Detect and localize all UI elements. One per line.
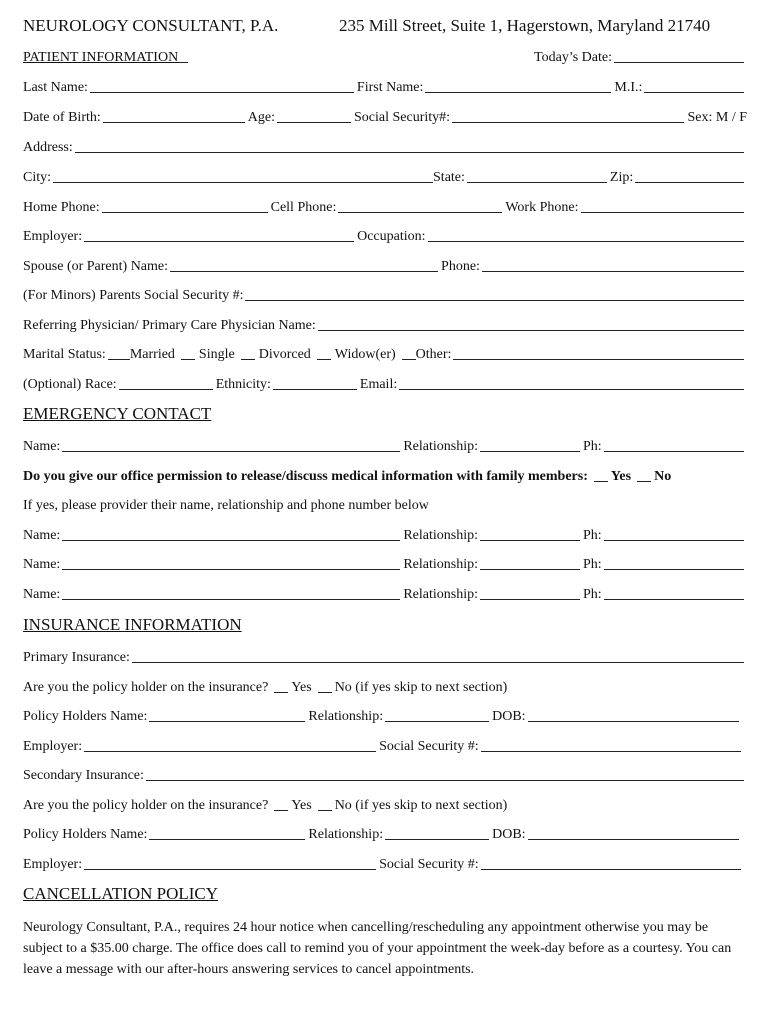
divorced-option: Divorced	[258, 347, 311, 362]
first-name-field[interactable]	[425, 77, 611, 93]
family-relationship-field[interactable]	[480, 525, 580, 541]
dob-row	[23, 106, 747, 126]
family-ph-label: Ph:	[583, 587, 602, 602]
permission-row	[23, 465, 747, 485]
employer-row	[23, 225, 747, 245]
work-phone-label: Work Phone:	[505, 200, 579, 215]
policy-holder-question: Are you the policy holder on the insurance?	[23, 798, 269, 813]
permission-no-blank[interactable]	[637, 466, 651, 482]
family-ph-label: Ph:	[583, 528, 602, 543]
secondary-insurance-row	[23, 764, 747, 784]
mi-label: M.I.:	[614, 80, 643, 95]
ec-name-field[interactable]	[62, 436, 400, 452]
secondary-employer-row	[23, 853, 747, 873]
family-relationship-label: Relationship:	[403, 557, 478, 572]
permission-yes-blank[interactable]	[594, 466, 608, 482]
zip-field[interactable]	[635, 167, 744, 183]
ethnicity-label: Ethnicity:	[215, 377, 271, 392]
other-field[interactable]	[453, 344, 744, 360]
name-row	[23, 76, 747, 96]
holder-relationship-label: Relationship:	[308, 827, 384, 842]
family-ph-field[interactable]	[604, 525, 744, 541]
family-relationship-label: Relationship:	[403, 528, 478, 543]
secondary-policy-question-row	[23, 794, 747, 814]
referring-label: Referring Physician/ Primary Care Physician Name:	[23, 318, 316, 333]
holder-name-field[interactable]	[149, 824, 305, 840]
policy-yes: Yes	[291, 798, 312, 813]
holder-dob-label: DOB:	[492, 709, 526, 724]
ec-name-label: Name:	[23, 439, 61, 454]
holder-relationship-field[interactable]	[385, 824, 489, 840]
family-contact-row	[23, 583, 747, 603]
heading-underline	[178, 47, 188, 63]
age-label: Age:	[247, 110, 275, 125]
ethnicity-field[interactable]	[273, 374, 357, 390]
first-name-label: First Name:	[356, 80, 424, 95]
policy-no: No (if yes skip to next section)	[334, 798, 508, 813]
referring-field[interactable]	[318, 315, 744, 331]
race-row	[23, 373, 747, 393]
holder-name-field[interactable]	[149, 706, 305, 722]
policy-no: No (if yes skip to next section)	[334, 680, 508, 695]
home-phone-field[interactable]	[102, 197, 268, 213]
ins-employer-field[interactable]	[84, 736, 376, 752]
city-field[interactable]	[53, 167, 433, 183]
address-row	[23, 136, 747, 156]
family-name-label: Name:	[23, 587, 61, 602]
primary-policy-question-row	[23, 676, 747, 696]
primary-employer-row	[23, 735, 747, 755]
city-row	[23, 166, 747, 186]
if-yes-instructions: If yes, please provider their name, relationship and phone number below	[23, 498, 429, 513]
family-contact-row	[23, 553, 747, 573]
cancellation-policy-text: Neurology Consultant, P.A., requires 24 hour notice when cancelling/rescheduling any appointment otherwise you may be subject to a $35.00 charge. The office does call to remind you of your appointment the week-day before as a courtesy. You can leave a message with our after-hours answering services to cancel appointments.	[23, 920, 732, 977]
policy-no-blank[interactable]	[318, 795, 332, 811]
policy-yes-blank[interactable]	[274, 677, 288, 693]
sex-label[interactable]: Sex: M / F	[687, 110, 747, 125]
other-blank[interactable]	[402, 344, 416, 360]
ec-ph-field[interactable]	[604, 436, 744, 452]
holder-dob-label: DOB:	[492, 827, 526, 842]
married-blank[interactable]	[108, 344, 130, 360]
holder-name-label: Policy Holders Name:	[23, 709, 148, 724]
holder-dob-field[interactable]	[528, 824, 739, 840]
practice-name: NEUROLOGY CONSULTANT, P.A.	[23, 16, 279, 35]
secondary-insurance-label: Secondary Insurance:	[23, 768, 144, 783]
ec-ph-label: Ph:	[583, 439, 602, 454]
family-relationship-field[interactable]	[480, 554, 580, 570]
state-label: State:	[433, 170, 465, 185]
primary-insurance-label: Primary Insurance:	[23, 650, 130, 665]
practice-address: 235 Mill Street, Suite 1, Hagerstown, Maryland 21740	[339, 16, 711, 35]
occupation-field[interactable]	[428, 226, 744, 242]
referring-row	[23, 314, 747, 334]
divorced-blank[interactable]	[241, 344, 255, 360]
state-field[interactable]	[467, 167, 607, 183]
ins-ssn-label: Social Security #:	[379, 857, 479, 872]
spouse-name-label: Spouse (or Parent) Name:	[23, 259, 169, 274]
secondary-holder-row	[23, 823, 747, 843]
last-name-field[interactable]	[90, 77, 354, 93]
address-label: Address:	[23, 140, 73, 155]
family-relationship-field[interactable]	[480, 584, 580, 600]
last-name-label: Last Name:	[23, 80, 88, 95]
email-label: Email:	[359, 377, 398, 392]
ins-employer-label: Employer:	[23, 857, 83, 872]
permission-no: No	[654, 469, 672, 484]
policy-yes: Yes	[291, 680, 312, 695]
holder-dob-field[interactable]	[528, 706, 739, 722]
dob-field[interactable]	[103, 107, 245, 123]
holder-name-label: Policy Holders Name:	[23, 827, 148, 842]
family-name-field[interactable]	[62, 554, 400, 570]
ec-relationship-label: Relationship:	[403, 439, 478, 454]
family-ph-field[interactable]	[604, 554, 744, 570]
policy-holder-question: Are you the policy holder on the insurance?	[23, 680, 269, 695]
family-ph-label: Ph:	[583, 557, 602, 572]
emergency-contact-row	[23, 435, 747, 455]
single-option: Single	[198, 347, 235, 362]
family-contact-row	[23, 524, 747, 544]
widow-blank[interactable]	[317, 344, 331, 360]
cell-phone-field[interactable]	[338, 197, 502, 213]
family-relationship-label: Relationship:	[403, 587, 478, 602]
ins-employer-label: Employer:	[23, 739, 83, 754]
family-name-field[interactable]	[62, 584, 400, 600]
spouse-row	[23, 255, 747, 275]
if-yes-row	[23, 494, 747, 514]
minors-ssn-row	[23, 284, 747, 304]
minors-ssn-field[interactable]	[245, 285, 744, 301]
patient-info-heading: PATIENT INFORMATION	[23, 50, 179, 65]
widow-option: Widow(er)	[334, 347, 396, 362]
permission-question: Do you give our office permission to release/discuss medical information with family members:	[23, 469, 588, 484]
age-field[interactable]	[277, 107, 351, 123]
spouse-name-field[interactable]	[170, 256, 438, 272]
family-name-field[interactable]	[62, 525, 400, 541]
ins-employer-field[interactable]	[84, 854, 376, 870]
policy-no-blank[interactable]	[318, 677, 332, 693]
todays-date-label: Today’s Date:	[534, 50, 612, 65]
race-label: (Optional) Race:	[23, 377, 117, 392]
city-label: City:	[23, 170, 52, 185]
email-field[interactable]	[399, 374, 744, 390]
marital-row	[23, 343, 747, 363]
employer-label: Employer:	[23, 229, 83, 244]
ec-relationship-field[interactable]	[480, 436, 580, 452]
family-name-label: Name:	[23, 557, 61, 572]
ins-ssn-field[interactable]	[481, 854, 741, 870]
ins-ssn-field[interactable]	[481, 736, 741, 752]
cell-phone-label: Cell Phone:	[270, 200, 337, 215]
work-phone-field[interactable]	[581, 197, 745, 213]
todays-date-field[interactable]	[614, 47, 744, 63]
spouse-phone-label: Phone:	[441, 259, 480, 274]
permission-yes: Yes	[610, 469, 632, 484]
single-blank[interactable]	[181, 344, 195, 360]
home-phone-label: Home Phone:	[23, 200, 100, 215]
secondary-insurance-field[interactable]	[146, 765, 744, 781]
zip-label: Zip:	[609, 170, 634, 185]
form-header	[23, 16, 747, 38]
married-option: Married	[129, 347, 175, 362]
marital-status-label: Marital Status:	[23, 347, 106, 362]
dob-label: Date of Birth:	[23, 110, 101, 125]
policy-yes-blank[interactable]	[274, 795, 288, 811]
patient-info-heading-row	[23, 46, 747, 66]
family-ph-field[interactable]	[604, 584, 744, 600]
holder-relationship-field[interactable]	[385, 706, 489, 722]
address-field[interactable]	[75, 137, 744, 153]
ssn-field[interactable]	[452, 107, 684, 123]
spouse-phone-field[interactable]	[482, 256, 744, 272]
race-field[interactable]	[119, 374, 213, 390]
minors-ssn-label: (For Minors) Parents Social Security #:	[23, 288, 244, 303]
other-option: Other:	[415, 347, 452, 362]
primary-insurance-row	[23, 646, 747, 666]
emergency-heading: EMERGENCY CONTACT	[23, 404, 212, 423]
family-name-label: Name:	[23, 528, 61, 543]
primary-holder-row	[23, 705, 747, 725]
phone-row	[23, 196, 747, 216]
occupation-label: Occupation:	[357, 229, 426, 244]
mi-field[interactable]	[644, 77, 744, 93]
primary-insurance-field[interactable]	[132, 647, 744, 663]
employer-field[interactable]	[84, 226, 354, 242]
holder-relationship-label: Relationship:	[308, 709, 384, 724]
cancellation-heading: CANCELLATION POLICY	[23, 884, 219, 903]
insurance-heading: INSURANCE INFORMATION	[23, 615, 242, 634]
ins-ssn-label: Social Security #:	[379, 739, 479, 754]
ssn-label: Social Security#:	[353, 110, 451, 125]
